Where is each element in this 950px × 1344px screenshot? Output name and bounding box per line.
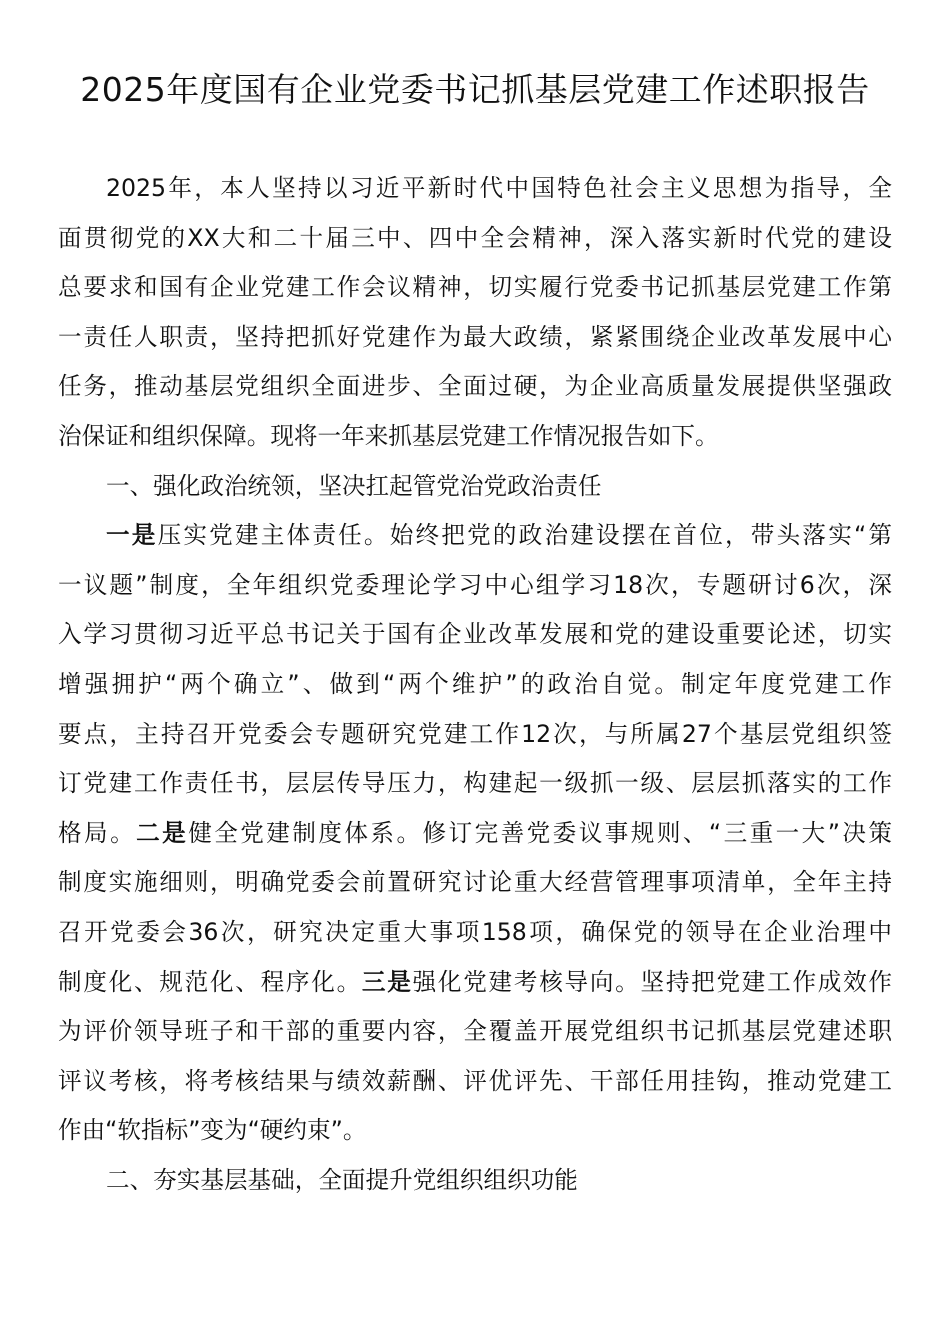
section1-line: 一是压实党建主体责任。始终把党的政治建设摆在首位，带头落实“第: [106, 521, 892, 550]
section1-line: 入学习贯彻习近平总书记关于国有企业改革发展和党的建设重要论述，切实: [58, 620, 892, 649]
section1-line: 订党建工作责任书，层层传导压力，构建起一级抓一级、层层抓落实的工作: [58, 769, 892, 798]
section1-line: 为评价领导班子和干部的重要内容，全覆盖开展党组织书记抓基层党建述职: [58, 1017, 892, 1046]
section1-line: 评议考核，将考核结果与绩效薪酬、评优评先、干部任用挂钩，推动党建工: [58, 1066, 892, 1095]
section1-line: 一议题”制度，全年组织党委理论学习中心组学习18次，专题研讨6次，深: [58, 570, 892, 599]
intro-line: 总要求和国有企业党建工作会议精神，切实履行党委书记抓基层党建工作第: [58, 273, 892, 302]
section-heading-2: 二、夯实基层基础，全面提升党组织组织功能: [106, 1165, 578, 1194]
document-title: 2025年度国有企业党委书记抓基层党建工作述职报告: [80, 70, 870, 109]
document-body: [58, 164, 892, 1205]
intro-line: 面贯彻党的XX大和二十届三中、四中全会精神，深入落实新时代党的建设: [58, 223, 892, 252]
section1-line: 要点，主持召开党委会专题研究党建工作12次，与所属27个基层党组织签: [58, 719, 892, 748]
point-label-3: 三是: [361, 967, 413, 996]
section1-line: 制度化、规范化、程序化。三是强化党建考核导向。坚持把党建工作成效作: [58, 967, 893, 996]
point-label-1: 一是: [106, 521, 158, 550]
section1-line: 召开党委会36次，研究决定重大事项158项，确保党的领导在企业治理中: [58, 917, 892, 946]
section-heading-1: 一、强化政治统领，坚决扛起管党治党政治责任: [106, 471, 602, 500]
intro-line: 一责任人职责，坚持把抓好党建作为最大政绩，紧紧围绕企业改革发展中心: [58, 322, 892, 351]
section1-line: 作由“软指标”变为“硬约束”。: [58, 1116, 367, 1145]
intro-line: 治保证和组织保障。现将一年来抓基层党建工作情况报告如下。: [58, 421, 719, 450]
section1-line: 格局。二是健全党建制度体系。修订完善党委议事规则、“三重一大”决策: [58, 818, 893, 847]
intro-line: 2025年，本人坚持以习近平新时代中国特色社会主义思想为指导，全: [106, 174, 892, 202]
section1-line: 增强拥护“两个确立”、做到“两个维护”的政治自觉。制定年度党建工作: [58, 669, 892, 698]
intro-line: 任务，推动基层党组织全面进步、全面过硬，为企业高质量发展提供坚强政: [58, 372, 892, 401]
point-label-2: 二是: [136, 818, 189, 847]
section1-line: 制度实施细则，明确党委会前置研究讨论重大经营管理事项清单，全年主持: [58, 868, 892, 897]
